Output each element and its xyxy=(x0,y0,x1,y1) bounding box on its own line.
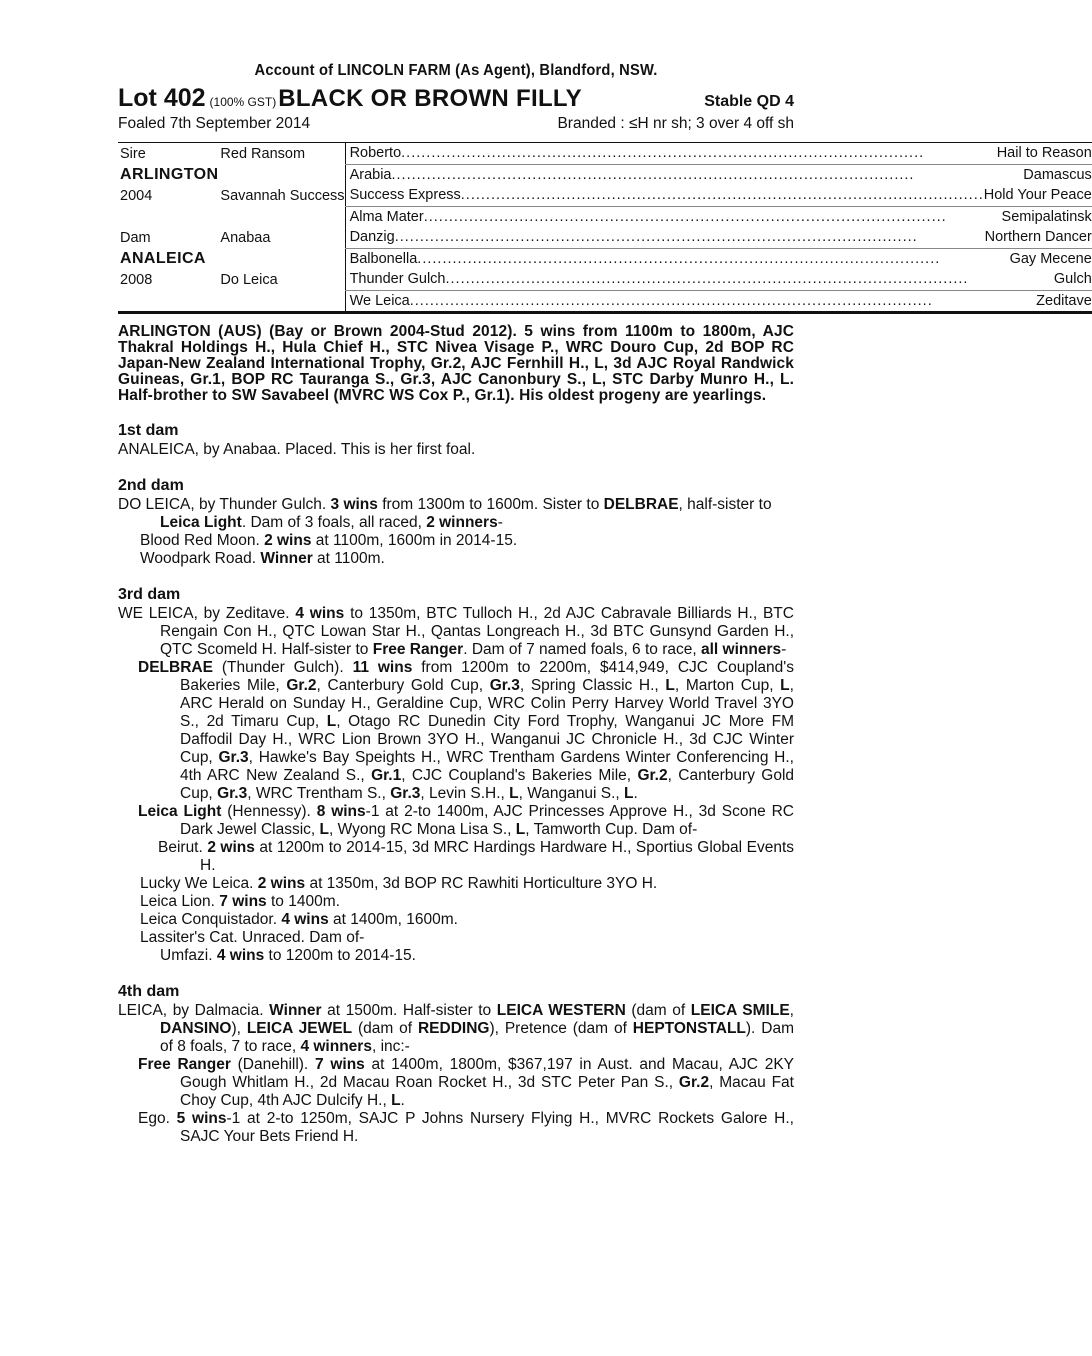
gen3-1-b: Damascus xyxy=(1023,166,1092,183)
dam-dam: Do Leica xyxy=(220,271,278,288)
first-dam-text: ANALEICA, by Anabaa. Placed. This is her first foal. xyxy=(118,441,476,458)
gen3-5-a: Balbonella xyxy=(349,250,418,267)
gen3-6-b: Gulch xyxy=(1053,271,1092,288)
second-dam-paragraph: DO LEICA, by Thunder Gulch. 3 wins from 1300m to 1600m. Sister to DELBRAE, half-sister to Leica Light. Dam of 3 foals, all raced, 2 winners- xyxy=(118,496,772,531)
consignor-line: Account of LINCOLN FARM (As Agent), Blandford, NSW. xyxy=(254,62,658,79)
progeny-entry: Woodpark Road. Winner at 1100m. xyxy=(140,550,385,567)
dam-sire: Anabaa xyxy=(220,229,271,246)
gen3-4-b: Northern Dancer xyxy=(984,229,1092,246)
pedigree-gen3 xyxy=(345,185,1092,206)
progeny-entry-delbrae: DELBRAE (Thunder Gulch). 11 wins from 1200m to 2200m, $414,949, CJC Coupland's Bakeries Mile, Gr.2, Canterbury Gold Cup, Gr.3, Spring Classic H., L, Marton Cup, L, ARC Herald on Sunday H., Geraldine Cup, WRC Colin Perry Harvey World Travel 3YO S., 2d Timaru Cup, L, Otago RC Dunedin City Ford Trophy, Wanganui JC More FM Daffodil Day H., WRC Lion Brown 3YO H., Wanganui JC Chronicle H., 3d CJC Winter Cup, Gr.3, Hawke's Bay Speights H., WRC Trentham Gardens Winter Conferencing H., 4th ARC New Zealand S., Gr.1, CJC Coupland's Bakeries Mile, Gr.2, Canterbury Gold Cup, Gr.3, WRC Trentham S., Gr.3, Levin S.H., L, Wanganui S., L. xyxy=(138,659,795,802)
progeny-entry-beirut: Beirut. 2 wins at 1200m to 2014-15, 3d MRC Hardings Hardware H., Sportius Global Events H. xyxy=(158,839,794,874)
pedigree-gen3 xyxy=(345,290,1092,313)
gen3-0-a: Roberto xyxy=(349,145,402,162)
dam-label: Dam xyxy=(120,229,151,246)
gst-note: (100% GST) xyxy=(209,95,277,109)
gen3-7-b: Zeditave xyxy=(1036,292,1092,309)
progeny-entry: Leica Lion. 7 wins to 1400m. xyxy=(140,893,340,910)
pedigree-gen3 xyxy=(345,269,1092,290)
progeny-entry: Blood Red Moon. 2 wins at 1100m, 1600m in 2014-15. xyxy=(140,532,518,549)
progeny-entry: Lassiter's Cat. Unraced. Dam of- xyxy=(140,929,365,946)
progeny-entry-ego: Ego. 5 wins-1 at 2-to 1250m, SAJC P Johns Nursery Flying H., MVRC Rockets Galore H., SAJC Your Bets Friend H. xyxy=(138,1110,794,1145)
gen3-1-a: Arabia xyxy=(349,166,392,183)
sire-dam: Savannah Success xyxy=(220,187,345,204)
progeny-entry: Lucky We Leica. 2 wins at 1350m, 3d BOP RC Rawhiti Horticulture 3YO H. xyxy=(140,875,658,892)
progeny-entry: Umfazi. 4 wins to 1200m to 2014-15. xyxy=(160,947,416,964)
dam-name: ANALEICA xyxy=(120,249,206,267)
pedigree-table xyxy=(118,142,1092,314)
progeny-entry: Leica Conquistador. 4 wins at 1400m, 1600m. xyxy=(140,911,458,928)
pedigree-gen3 xyxy=(345,248,1092,269)
dam-year: 2008 xyxy=(120,271,153,288)
gen3-7-a: We Leica xyxy=(349,292,410,309)
gen3-4-a: Danzig xyxy=(349,229,395,246)
pedigree-gen3 xyxy=(345,164,1092,185)
sire-name: ARLINGTON xyxy=(120,165,219,183)
pedigree-gen3 xyxy=(345,143,1092,165)
stable-code: Stable QD 4 xyxy=(704,93,794,110)
brand-marks: Branded : ≤H nr sh; 3 over 4 off sh xyxy=(557,115,794,132)
lot-line xyxy=(118,84,794,113)
foaled-date: Foaled 7th September 2014 xyxy=(118,115,311,132)
catalogue-page xyxy=(118,62,1092,1146)
second-dam-heading: 2nd dam xyxy=(118,477,184,494)
fourth-dam-paragraph: LEICA, by Dalmacia. Winner at 1500m. Half-sister to LEICA WESTERN (dam of LEICA SMILE, DANSINO), LEICA JEWEL (dam of REDDING), Pretence (dam of HEPTONSTALL). Dam of 8 foals, 7 to race, 4 winners, inc:- xyxy=(118,1002,794,1055)
first-dam-heading: 1st dam xyxy=(118,422,179,439)
fourth-dam-heading: 4th dam xyxy=(118,983,180,1000)
gen3-3-b: Semipalatinsk xyxy=(1001,208,1092,225)
gen3-5-b: Gay Mecene xyxy=(1009,250,1092,267)
pedigree-gen3 xyxy=(345,206,1092,227)
foaled-line xyxy=(118,115,794,133)
third-dam-paragraph: WE LEICA, by Zeditave. 4 wins to 1350m, BTC Tulloch H., 2d AJC Cabravale Billiards H., BTC Rengain Con H., QTC Lowan Star H., Qantas Longreach H., 3d BTC Gunsynd Garden H., QTC Scomeld H. Half-sister to Free Ranger. Dam of 7 named foals, 6 to race, all winners- xyxy=(118,605,794,658)
progeny-entry-free-ranger: Free Ranger (Danehill). 7 wins at 1400m, 1800m, $367,197 in Aust. and Macau, AJC 2KY Gough Whitlam H., 2d Macau Roan Rocket H., 3d STC Peter Pan S., Gr.2, Macau Fat Choy Cup, 4th AJC Dulcify H., L. xyxy=(138,1056,795,1109)
progeny-entry-leica-light: Leica Light (Hennessy). 8 wins-1 at 2-to 1400m, AJC Princesses Approve H., 3d Scone RC Dark Jewel Classic, L, Wyong RC Mona Lisa S., L, Tamworth Cup. Dam of- xyxy=(138,803,794,838)
sire-bio: ARLINGTON (AUS) (Bay or Brown 2004-Stud 2012). 5 wins from 1100m to 1800m, AJC Thakral Holdings H., Hula Chief H., STC Nivea Visage P., WRC Douro Cup, 2d BOP RC Japan-New Zealand International Trophy, Gr.2, AJC Fernhill H., L, 3d AJC Royal Randwick Guineas, Gr.1, BOP RC Tauranga S., Gr.3, AJC Canonbury S., L, STC Darby Munro H., L. Half-brother to SW Savabeel (MVRC WS Cox P., Gr.1). His oldest progeny are yearlings. xyxy=(118,323,794,404)
sire-year: 2004 xyxy=(120,187,153,204)
sire-label: Sire xyxy=(120,145,146,162)
lot-title: BLACK OR BROWN FILLY xyxy=(278,85,582,112)
gen3-2-b: Hold Your Peace xyxy=(983,187,1092,204)
gen3-2-a: Success Express xyxy=(349,187,461,204)
pedigree-gen3 xyxy=(345,227,1092,248)
sire-sire: Red Ransom xyxy=(220,145,306,162)
gen3-6-a: Thunder Gulch xyxy=(349,271,446,288)
third-dam-heading: 3rd dam xyxy=(118,586,181,603)
gen3-0-b: Hail to Reason xyxy=(996,145,1092,162)
lot-number: Lot 402 xyxy=(118,84,206,112)
gen3-3-a: Alma Mater xyxy=(349,208,424,225)
